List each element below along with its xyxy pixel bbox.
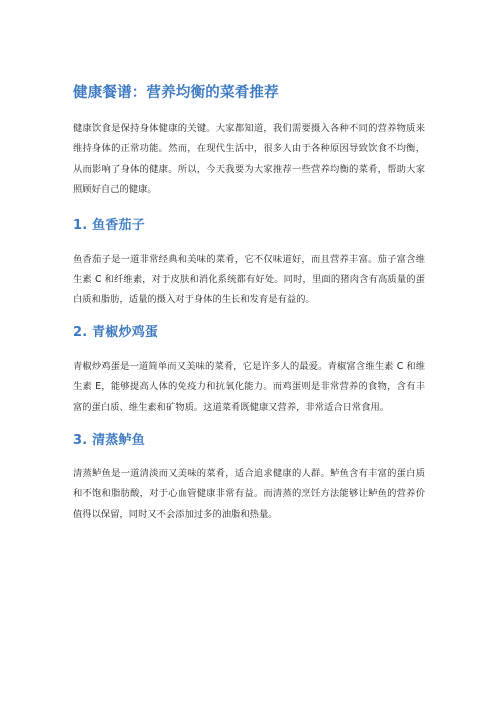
document-page bbox=[73, 80, 425, 525]
intro-paragraph: 健康饮食是保持身体健康的关键。大家都知道，我们需要摄入各种不同的营养物质来维持身体的正常功能。然而，在现代生活中，很多人由于各种原因导致饮食不均衡，从而影响了身体的健康。所以，今天我要为大家推荐一些营养均衡的菜肴，帮助大家照顾好自己的健康。 bbox=[73, 123, 425, 196]
document-title: 健康餐谱：营养均衡的菜肴推荐 bbox=[73, 85, 279, 101]
section-body-yuxiang-eggplant: 鱼香茄子是一道非常经典和美味的菜肴，它不仅味道好，而且营养丰富。茄子富含维生素 C 和纤维素，对于皮肤和消化系统都有好处。同时，里面的猪肉含有高质量的蛋白质和脂肪，适量的摄入对于身体的生长和发育是有益的。 bbox=[73, 253, 425, 306]
section-body-steamed-bass: 清蒸鲈鱼是一道清淡而又美味的菜肴，适合追求健康的人群。鲈鱼含有丰富的蛋白质和不饱和脂肪酸，对于心血管健康非常有益。而清蒸的烹饪方法能够让鲈鱼的营养价值得以保留，同时又不会添加过多的油脂和热量。 bbox=[73, 468, 425, 520]
section-heading-steamed-bass: 3. 清蒸鲈鱼 bbox=[73, 433, 145, 449]
section-heading-pepper-eggs: 2. 青椒炒鸡蛋 bbox=[73, 324, 159, 340]
section-body-pepper-eggs: 青椒炒鸡蛋是一道简单而又美味的菜肴，它是许多人的最爱。青椒富含维生素 C 和维生素 E，能够提高人体的免疫力和抗氧化能力。而鸡蛋则是非常营养的食物，含有丰富的蛋白质、维生素和矿物质。这道菜肴既健康又营养，非常适合日常食用。 bbox=[73, 360, 425, 413]
section-heading-yuxiang-eggplant: 1. 鱼香茄子 bbox=[73, 217, 145, 233]
